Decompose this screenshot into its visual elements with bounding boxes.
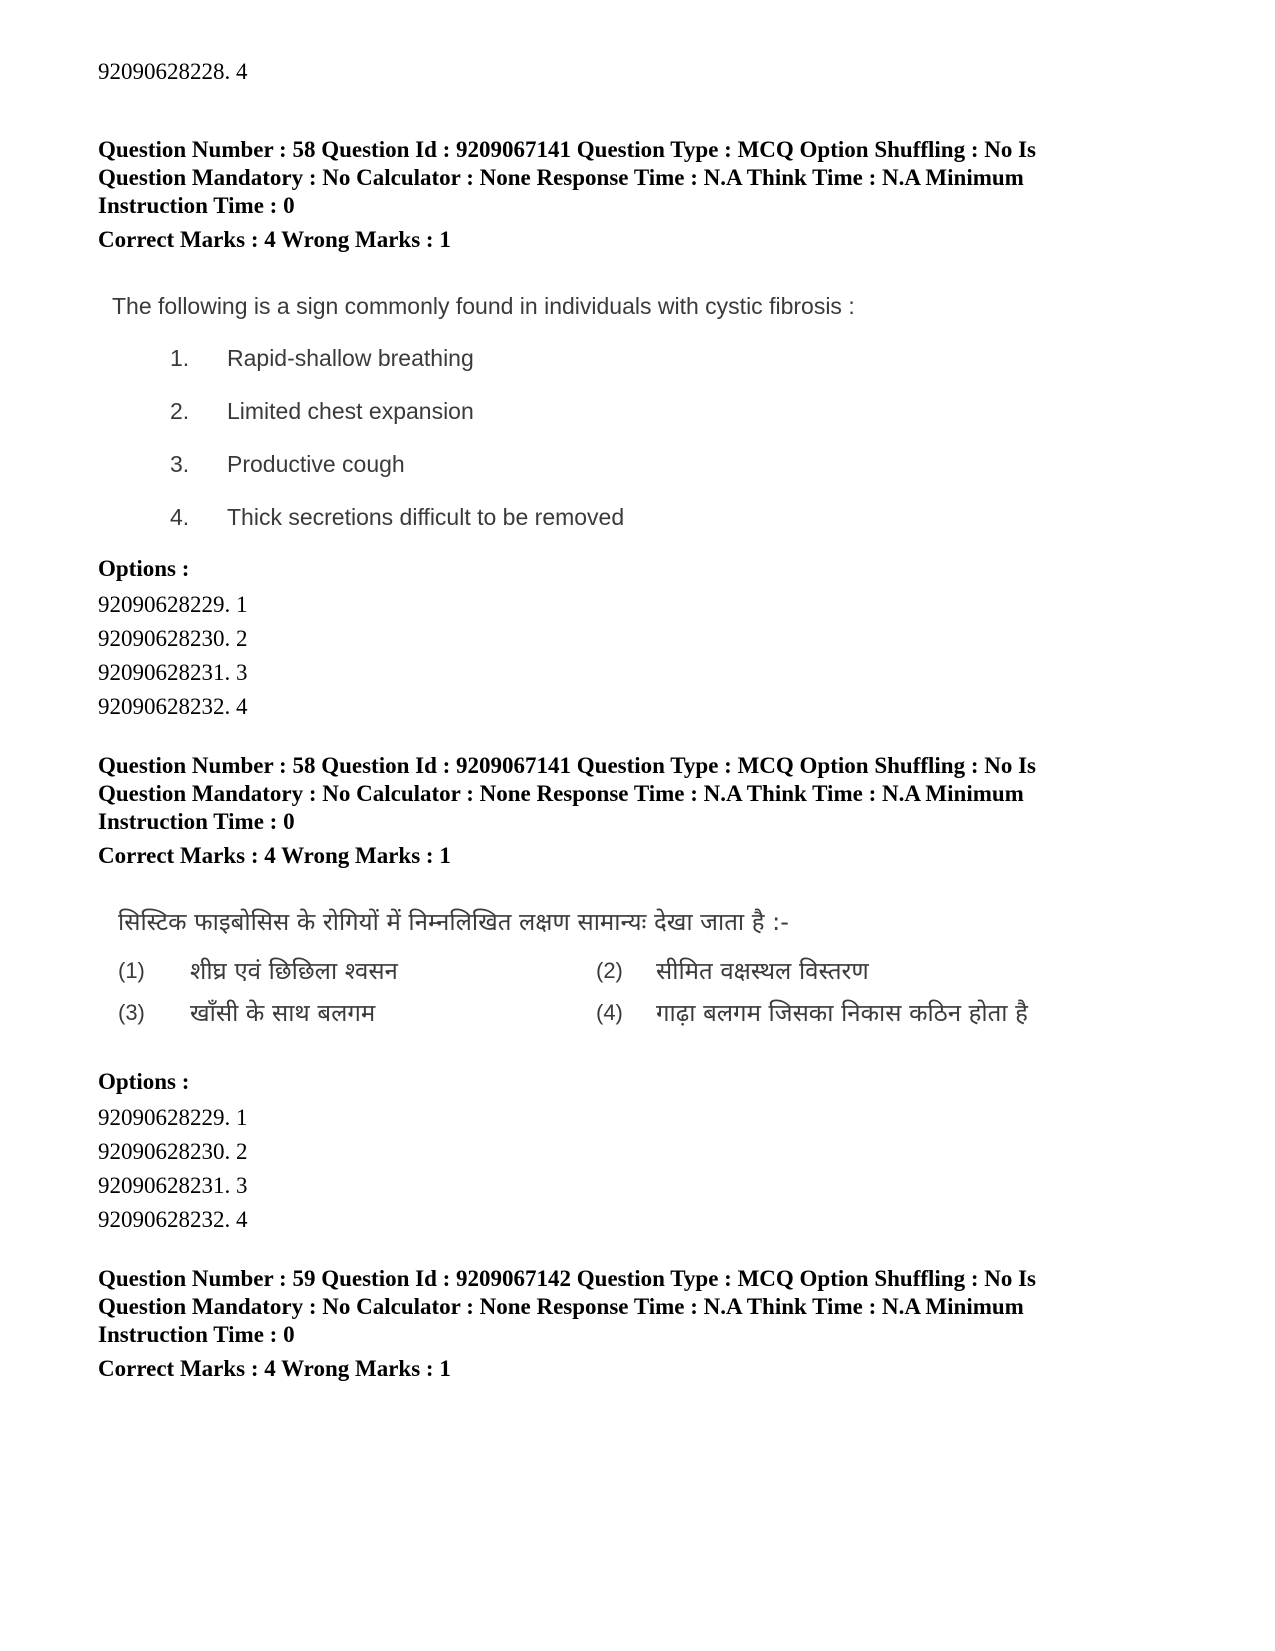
options-label: Options : — [98, 556, 190, 581]
item-number: 2. — [170, 398, 190, 424]
question-image — [118, 905, 1078, 1035]
marks-line: Correct Marks : 4 Wrong Marks : 1 — [98, 843, 451, 868]
marks-line: Correct Marks : 4 Wrong Marks : 1 — [98, 227, 451, 252]
question-item — [112, 502, 1012, 555]
question-meta-line: Question Mandatory : No Calculator : None Response Time : N.A Think Time : N.A Minimum — [98, 165, 1024, 190]
question-item — [112, 449, 1012, 502]
item-text: खाँसी के साथ बलगम — [190, 999, 376, 1027]
question-meta-line: Question Number : 58 Question Id : 9209067141 Question Type : MCQ Option Shuffling : No Is — [98, 753, 1037, 778]
marks-line: Correct Marks : 4 Wrong Marks : 1 — [98, 1356, 451, 1381]
item-text: गाढ़ा बलगम जिसका निकास कठिन होता है — [656, 999, 1028, 1027]
item-text: Thick secretions difficult to be removed — [227, 504, 625, 530]
question-item-list — [112, 343, 1012, 555]
question-meta-line: Instruction Time : 0 — [98, 1322, 295, 1347]
previous-option: 92090628228. 4 — [98, 59, 248, 84]
question-item-grid — [118, 952, 1078, 1042]
item-number: 3. — [170, 451, 190, 477]
item-text: Limited chest expansion — [227, 398, 474, 424]
option-item: 92090628230. 2 — [98, 626, 248, 651]
question-meta-line: Question Number : 59 Question Id : 9209067142 Question Type : MCQ Option Shuffling : No Is — [98, 1266, 1037, 1291]
options-list — [98, 1101, 248, 1237]
option-item: 92090628229. 1 — [98, 592, 248, 617]
item-number: (1) — [118, 958, 145, 983]
question-stem: The following is a sign commonly found in individuals with cystic fibrosis : — [112, 293, 855, 319]
option-item: 92090628231. 3 — [98, 1173, 248, 1198]
question-meta-line: Question Mandatory : No Calculator : None Response Time : N.A Think Time : N.A Minimum — [98, 1294, 1024, 1319]
option-item: 92090628232. 4 — [98, 1207, 248, 1232]
question-meta-line: Instruction Time : 0 — [98, 193, 295, 218]
question-meta — [98, 136, 1178, 220]
item-number: (4) — [596, 1000, 623, 1025]
options-list — [98, 588, 248, 724]
item-number: 1. — [170, 345, 190, 371]
item-text: सीमित वक्षस्थल विस्तरण — [656, 957, 869, 985]
question-item — [112, 396, 1012, 449]
item-text: Rapid-shallow breathing — [227, 345, 474, 371]
item-number: 4. — [170, 504, 190, 530]
question-meta — [98, 1265, 1178, 1349]
question-item — [112, 343, 1012, 396]
question-meta-line: Question Number : 58 Question Id : 9209067141 Question Type : MCQ Option Shuffling : No Is — [98, 137, 1037, 162]
option-item: 92090628232. 4 — [98, 694, 248, 719]
question-meta-line: Question Mandatory : No Calculator : None Response Time : N.A Think Time : N.A Minimum — [98, 781, 1024, 806]
option-item: 92090628229. 1 — [98, 1105, 248, 1130]
item-number: (2) — [596, 958, 623, 983]
options-label: Options : — [98, 1069, 190, 1094]
question-stem: सिस्टिक फाइबोसिस के रोगियों में निम्नलिखित लक्षण सामान्यः देखा जाता है :- — [118, 908, 789, 936]
question-meta — [98, 752, 1178, 836]
item-text: Productive cough — [227, 451, 405, 477]
item-text: शीघ्र एवं छिछिला श्वसन — [190, 957, 398, 985]
option-item: 92090628230. 2 — [98, 1139, 248, 1164]
item-number: (3) — [118, 1000, 145, 1025]
question-meta-line: Instruction Time : 0 — [98, 809, 295, 834]
question-image — [112, 293, 1012, 555]
option-item: 92090628231. 3 — [98, 660, 248, 685]
